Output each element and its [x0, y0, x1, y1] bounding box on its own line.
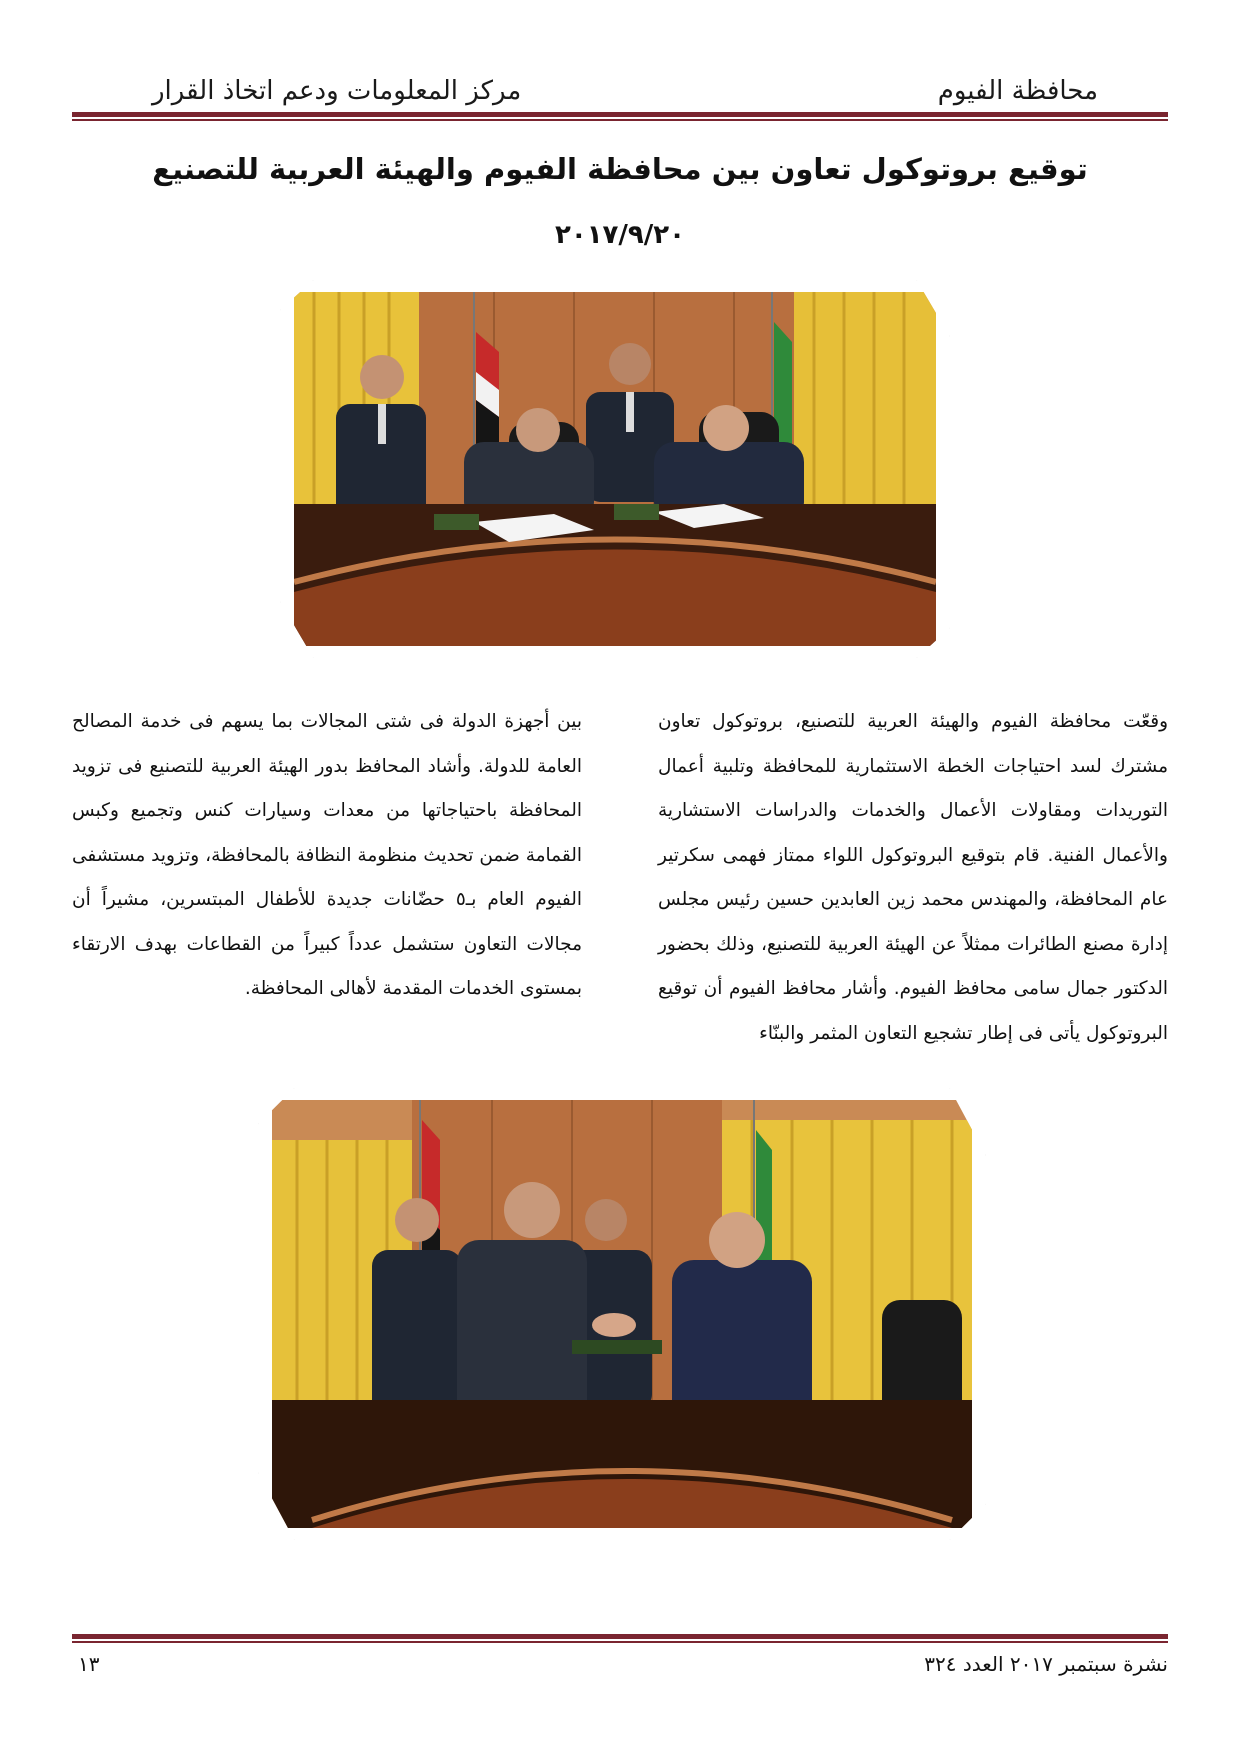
header-rule-thick [72, 112, 1168, 117]
signing-ceremony-photo [294, 292, 936, 646]
article-paragraph-left: بين أجهزة الدولة فى شتى المجالات بما يسهم فى خدمة المصالح العامة للدولة. وأشاد المحافظ بدور الهيئة العربية للتصنيع فى تزويد المحافظة باحتياجاتها من معدات وسيارات كنس وتجميع وكبس القمامة ضمن تحديث منظومة النظافة بالمحافظة، وتزويد مستشفى الفيوم العام بـ٥ حضّانات جديدة للأطفال المبتسرين، مشيراً أن مجالات التعاون ستشمل عدداً كبيراً من القطاعات بهدف الارتقاء بمستوى الخدمات المقدمة لأهالى المحافظة. [71, 711, 582, 999]
handshake-photo-frame [258, 1088, 986, 1540]
header-governorate: محافظة الفيوم [937, 76, 1098, 106]
article-title: توقيع بروتوكول تعاون بين محافظة الفيوم والهيئة العربية للتصنيع [152, 152, 1088, 186]
footer-rule-thin [72, 1641, 1168, 1643]
page-number: ١٣ [78, 1652, 100, 1676]
header-rule-thin [72, 119, 1168, 121]
footer-rule-thick [72, 1634, 1168, 1639]
article-paragraph-right: وقعّت محافظة الفيوم والهيئة العربية للتصنيع، بروتوكول تعاون مشترك لسد احتياجات الخطة الاستثمارية للمحافظة وتلبية أعمال التوريدات ومقاولات الأعمال والخدمات والدراسات الاستشارية والأعمال الفنية. قام بتوقيع البروتوكول اللواء ممتاز فهمى سكرتير عام المحافظة، والمهندس محمد زين العابدين حسين رئيس مجلس إدارة مصنع الطائرات ممثلاً عن الهيئة العربية للتصنيع، وذلك بحضور الدكتور جمال سامى محافظ الفيوم. وأشار محافظ الفيوم أن توقيع البروتوكول يأتى فى إطار تشجيع التعاون المثمر والبنّاء [658, 711, 1168, 1044]
article-date: ٢٠١٧/٩/٢٠ [554, 220, 686, 250]
handshake-photo [272, 1100, 972, 1528]
signing-photo-frame [280, 280, 950, 658]
header-info-center: مركز المعلومات ودعم اتخاذ القرار [152, 76, 522, 106]
footer-issue: نشرة سبتمبر ٢٠١٧ العدد ٣٢٤ [924, 1652, 1168, 1676]
